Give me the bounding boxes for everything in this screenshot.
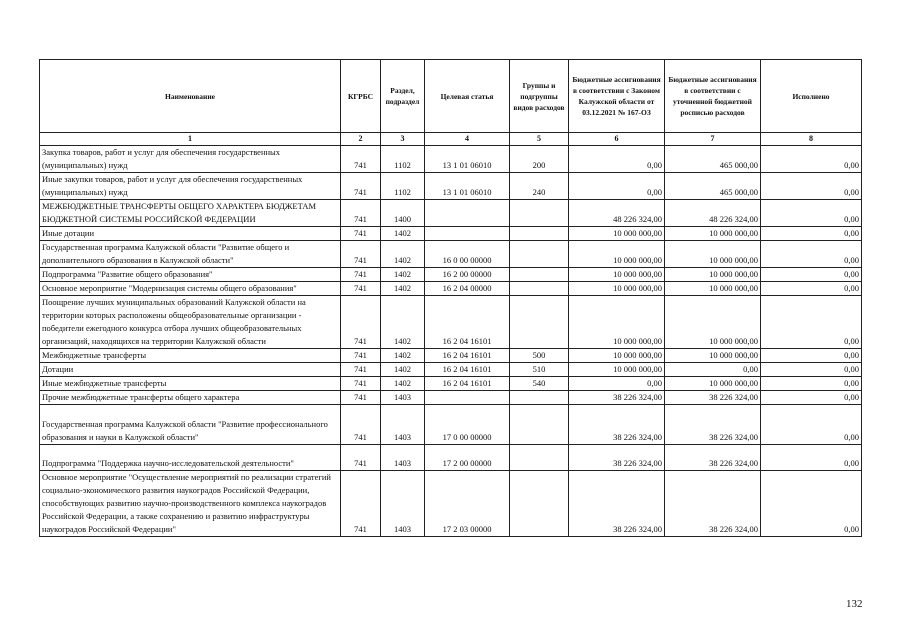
cell-law: 10 000 000,00	[569, 296, 665, 349]
cell-law: 10 000 000,00	[569, 241, 665, 268]
cell-refined: 10 000 000,00	[665, 241, 761, 268]
cell-refined: 38 226 324,00	[665, 391, 761, 405]
cell-target: 17 2 00 00000	[425, 445, 510, 471]
cell-section: 1403	[381, 391, 425, 405]
header-row	[40, 60, 862, 133]
cell-target: 13 1 01 06010	[425, 173, 510, 200]
cell-kgrbs: 741	[341, 349, 381, 363]
cell-name: Государственная программа Калужской области "Развитие профессионального образования и науки в Калужской области"	[40, 405, 341, 445]
cell-group: 500	[510, 349, 569, 363]
cell-section: 1402	[381, 349, 425, 363]
cell-executed: 0,00	[761, 377, 862, 391]
cell-section: 1403	[381, 405, 425, 445]
cell-executed: 0,00	[761, 173, 862, 200]
cell-target: 16 2 04 16101	[425, 296, 510, 349]
cell-kgrbs: 741	[341, 445, 381, 471]
cell-group	[510, 282, 569, 296]
cell-executed: 0,00	[761, 391, 862, 405]
cell-section: 1102	[381, 146, 425, 173]
cell-kgrbs: 741	[341, 173, 381, 200]
cell-target	[425, 200, 510, 227]
cell-refined: 38 226 324,00	[665, 405, 761, 445]
cell-refined: 48 226 324,00	[665, 200, 761, 227]
column-number-row	[40, 133, 862, 146]
cell-name: Иные дотации	[40, 227, 341, 241]
cell-kgrbs: 741	[341, 241, 381, 268]
cell-executed: 0,00	[761, 405, 862, 445]
cell-section: 1402	[381, 363, 425, 377]
cell-group	[510, 200, 569, 227]
cell-refined: 465 000,00	[665, 146, 761, 173]
cell-name: Подпрограмма "Развитие общего образования"	[40, 268, 341, 282]
table-row	[40, 200, 862, 227]
cell-law: 0,00	[569, 173, 665, 200]
cell-kgrbs: 741	[341, 146, 381, 173]
cell-target: 16 2 00 00000	[425, 268, 510, 282]
cell-group	[510, 241, 569, 268]
header-group: Группы и подгруппы видов расходов	[510, 60, 569, 133]
cell-group	[510, 391, 569, 405]
column-number: 8	[761, 133, 862, 146]
cell-target: 17 2 03 00000	[425, 471, 510, 537]
cell-executed: 0,00	[761, 471, 862, 537]
cell-target	[425, 227, 510, 241]
cell-name: Прочие межбюджетные трансферты общего характера	[40, 391, 341, 405]
cell-name: Межбюджетные трансферты	[40, 349, 341, 363]
cell-executed: 0,00	[761, 268, 862, 282]
cell-law: 38 226 324,00	[569, 445, 665, 471]
header-name: Наименование	[40, 60, 341, 133]
cell-target: 13 1 01 06010	[425, 146, 510, 173]
table-row	[40, 241, 862, 268]
cell-name: Основное мероприятие "Осуществление мероприятий по реализации стратегий социально-экономического развития наукоградов Российской Федерации, способствующих развитию научно-производственного комплекса наукоградов Российской Федерации, а также сохранению и развитию инфраструктуры наукоградов Российской Федерации"	[40, 471, 341, 537]
cell-law: 38 226 324,00	[569, 405, 665, 445]
cell-target: 16 2 04 16101	[425, 349, 510, 363]
cell-refined: 10 000 000,00	[665, 349, 761, 363]
cell-target: 17 0 00 00000	[425, 405, 510, 445]
cell-kgrbs: 741	[341, 227, 381, 241]
cell-target: 16 2 04 00000	[425, 282, 510, 296]
cell-law: 0,00	[569, 146, 665, 173]
cell-kgrbs: 741	[341, 377, 381, 391]
cell-section: 1402	[381, 377, 425, 391]
cell-name: Закупка товаров, работ и услуг для обеспечения государственных (муниципальных) нужд	[40, 146, 341, 173]
header-law: Бюджетные ассигнования в соответствии с Законом Калужской области от 03.12.2021 № 167-ОЗ	[569, 60, 665, 133]
cell-law: 10 000 000,00	[569, 349, 665, 363]
cell-group	[510, 445, 569, 471]
cell-group: 510	[510, 363, 569, 377]
table-row	[40, 268, 862, 282]
cell-refined: 0,00	[665, 363, 761, 377]
cell-executed: 0,00	[761, 296, 862, 349]
cell-name: Подпрограмма "Поддержка научно-исследовательской деятельности"	[40, 445, 341, 471]
cell-law: 0,00	[569, 377, 665, 391]
cell-section: 1402	[381, 296, 425, 349]
table-row	[40, 405, 862, 445]
cell-kgrbs: 741	[341, 471, 381, 537]
header-target: Целевая статья	[425, 60, 510, 133]
cell-section: 1402	[381, 227, 425, 241]
table-row	[40, 471, 862, 537]
cell-refined: 10 000 000,00	[665, 296, 761, 349]
cell-executed: 0,00	[761, 363, 862, 377]
table-row	[40, 227, 862, 241]
cell-executed: 0,00	[761, 445, 862, 471]
cell-refined: 10 000 000,00	[665, 377, 761, 391]
cell-name: МЕЖБЮДЖЕТНЫЕ ТРАНСФЕРТЫ ОБЩЕГО ХАРАКТЕРА БЮДЖЕТАМ БЮДЖЕТНОЙ СИСТЕМЫ РОССИЙСКОЙ ФЕДЕРАЦИИ	[40, 200, 341, 227]
budget-table	[39, 59, 862, 537]
cell-group: 540	[510, 377, 569, 391]
cell-name: Поощрение лучших муниципальных образований Калужской области на территории которых расположены общеобразовательные организации - победители ежегодного конкурса отбора лучших общеобразовательных организаций, находящихся на территории Калужской области	[40, 296, 341, 349]
cell-executed: 0,00	[761, 200, 862, 227]
cell-kgrbs: 741	[341, 296, 381, 349]
cell-executed: 0,00	[761, 282, 862, 296]
cell-kgrbs: 741	[341, 282, 381, 296]
cell-section: 1102	[381, 173, 425, 200]
cell-law: 10 000 000,00	[569, 268, 665, 282]
cell-law: 10 000 000,00	[569, 282, 665, 296]
cell-section: 1403	[381, 471, 425, 537]
cell-refined: 10 000 000,00	[665, 227, 761, 241]
cell-group: 240	[510, 173, 569, 200]
table-row	[40, 173, 862, 200]
cell-executed: 0,00	[761, 241, 862, 268]
cell-kgrbs: 741	[341, 391, 381, 405]
table-row	[40, 445, 862, 471]
cell-section: 1402	[381, 282, 425, 296]
cell-target: 16 0 00 00000	[425, 241, 510, 268]
cell-kgrbs: 741	[341, 405, 381, 445]
cell-target	[425, 391, 510, 405]
header-executed: Исполнено	[761, 60, 862, 133]
page-number: 132	[846, 598, 863, 610]
header-kgrbs: КГРБС	[341, 60, 381, 133]
column-number: 4	[425, 133, 510, 146]
cell-group	[510, 268, 569, 282]
column-number: 3	[381, 133, 425, 146]
cell-refined: 465 000,00	[665, 173, 761, 200]
cell-target: 16 2 04 16101	[425, 377, 510, 391]
cell-kgrbs: 741	[341, 268, 381, 282]
table-row	[40, 377, 862, 391]
cell-law: 10 000 000,00	[569, 227, 665, 241]
cell-law: 10 000 000,00	[569, 363, 665, 377]
cell-group	[510, 405, 569, 445]
cell-name: Дотации	[40, 363, 341, 377]
column-number: 5	[510, 133, 569, 146]
cell-group	[510, 471, 569, 537]
table-row	[40, 391, 862, 405]
cell-target: 16 2 04 16101	[425, 363, 510, 377]
cell-group: 200	[510, 146, 569, 173]
header-section: Раздел, подраздел	[381, 60, 425, 133]
table-row	[40, 146, 862, 173]
cell-name: Иные закупки товаров, работ и услуг для обеспечения государственных (муниципальных) нужд	[40, 173, 341, 200]
cell-section: 1403	[381, 445, 425, 471]
cell-kgrbs: 741	[341, 200, 381, 227]
cell-refined: 10 000 000,00	[665, 282, 761, 296]
column-number: 7	[665, 133, 761, 146]
header-refined: Бюджетные ассигнования в соответствии с уточненной бюджетной росписью расходов	[665, 60, 761, 133]
column-number: 1	[40, 133, 341, 146]
cell-name: Основное мероприятие "Модернизация системы общего образования"	[40, 282, 341, 296]
cell-executed: 0,00	[761, 349, 862, 363]
table-row	[40, 296, 862, 349]
cell-section: 1400	[381, 200, 425, 227]
cell-refined: 38 226 324,00	[665, 471, 761, 537]
cell-group	[510, 227, 569, 241]
table-row	[40, 282, 862, 296]
cell-refined: 10 000 000,00	[665, 268, 761, 282]
cell-law: 38 226 324,00	[569, 391, 665, 405]
cell-law: 48 226 324,00	[569, 200, 665, 227]
cell-law: 38 226 324,00	[569, 471, 665, 537]
cell-executed: 0,00	[761, 227, 862, 241]
cell-name: Государственная программа Калужской области "Развитие общего и дополнительного образования в Калужской области"	[40, 241, 341, 268]
table-row	[40, 349, 862, 363]
cell-executed: 0,00	[761, 146, 862, 173]
cell-section: 1402	[381, 241, 425, 268]
cell-kgrbs: 741	[341, 363, 381, 377]
table-row	[40, 363, 862, 377]
column-number: 6	[569, 133, 665, 146]
cell-refined: 38 226 324,00	[665, 445, 761, 471]
cell-name: Иные межбюджетные трансферты	[40, 377, 341, 391]
column-number: 2	[341, 133, 381, 146]
cell-section: 1402	[381, 268, 425, 282]
cell-group	[510, 296, 569, 349]
